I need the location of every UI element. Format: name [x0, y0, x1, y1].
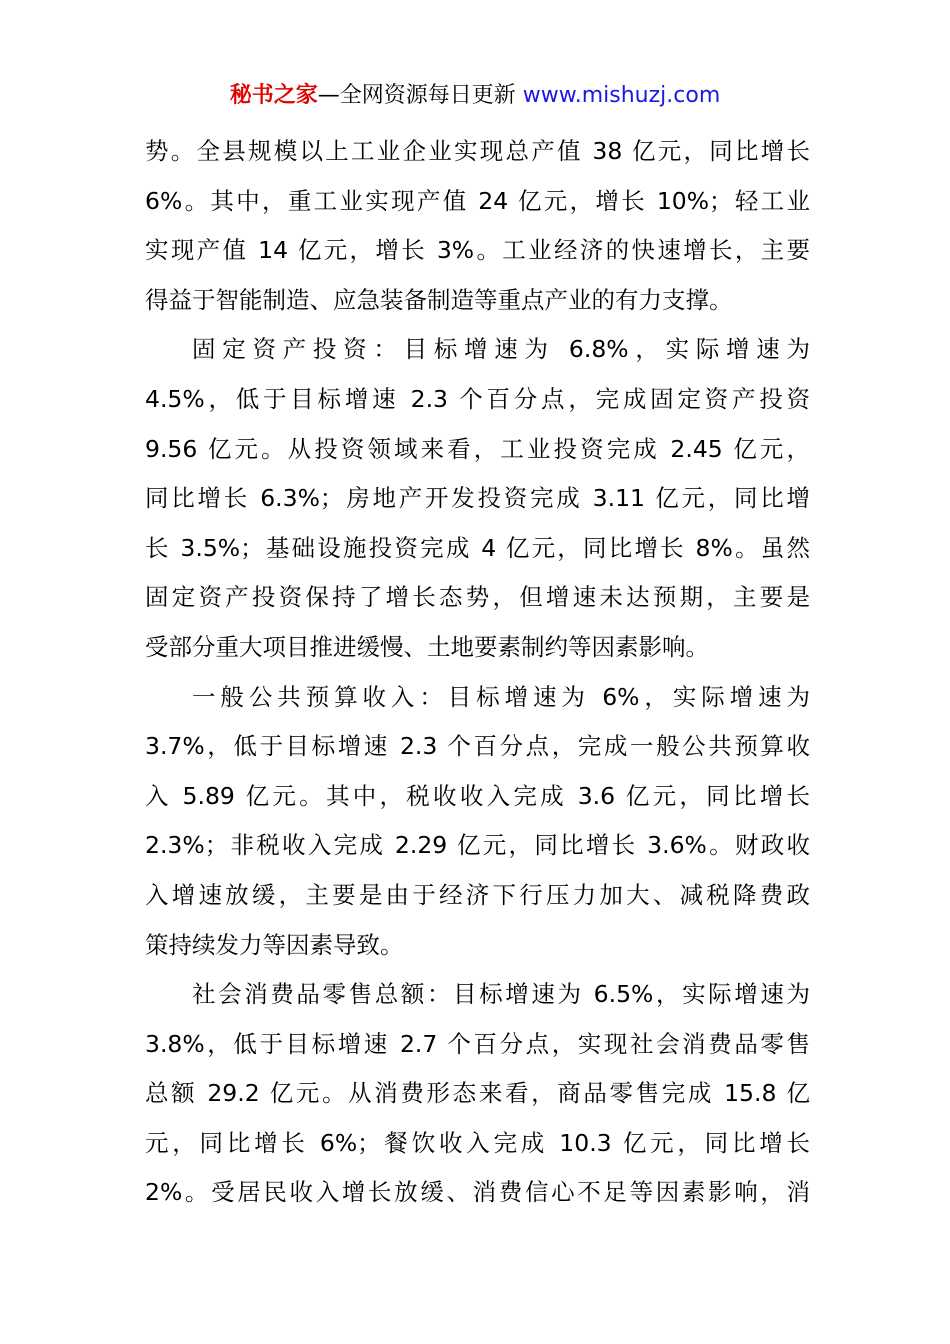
header-brand: 秘书之家 — [229, 83, 318, 108]
text-line: 2.3%；非税收入完成 2.29 亿元，同比增长 3.6%。财政收 — [145, 831, 810, 860]
text-line: 元，同比增长 6%；餐饮收入完成 10.3 亿元，同比增长 — [145, 1128, 810, 1157]
text-line: 同比增长 6.3%；房地产开发投资完成 3.11 亿元，同比增 — [145, 484, 810, 513]
text-line: 固定资产投资保持了增长态势，但增速未达预期，主要是 — [145, 583, 810, 612]
document-body — [145, 127, 810, 1218]
text-line: 总额 29.2 亿元。从消费形态来看，商品零售完成 15.8 亿 — [145, 1079, 810, 1108]
paragraph-end-line: 得益于智能制造、应急装备制造等重点产业的有力支撑。 — [145, 285, 733, 314]
header-tagline: —全网资源每日更新 — [317, 83, 516, 108]
text-line: 4.5%，低于目标增速 2.3 个百分点，完成固定资产投资 — [145, 384, 810, 413]
paragraph-start-line: 社会消费品零售总额：目标增速为 6.5%，实际增速为 — [192, 980, 810, 1009]
text-line: 入增速放缓，主要是由于经济下行压力加大、减税降费政 — [145, 880, 810, 909]
text-line: 长 3.5%；基础设施投资完成 4 亿元，同比增长 8%。虽然 — [145, 533, 810, 562]
text-line: 势。全县规模以上工业企业实现总产值 38 亿元，同比增长 — [145, 137, 810, 165]
paragraph-start-line: 一般公共预算收入：目标增速为 6%，实际增速为 — [192, 682, 810, 711]
text-line: 9.56 亿元。从投资领域来看，工业投资完成 2.45 亿元， — [145, 434, 810, 463]
text-line: 6%。其中，重工业实现产值 24 亿元，增长 10%；轻工业 — [145, 186, 810, 215]
header-url-link[interactable]: www.mishuzj.com — [522, 83, 721, 108]
text-line: 3.7%，低于目标增速 2.3 个百分点，完成一般公共预算收 — [145, 732, 810, 761]
paragraph-end-line: 受部分重大项目推进缓慢、土地要素制约等因素影响。 — [145, 632, 709, 661]
paragraph-end-line: 策持续发力等因素导致。 — [145, 930, 404, 959]
text-line: 2%。受居民收入增长放缓、消费信心不足等因素影响，消 — [145, 1178, 810, 1207]
text-line: 入 5.89 亿元。其中，税收收入完成 3.6 亿元，同比增长 — [145, 781, 810, 810]
paragraph-start-line: 固定资产投资：目标增速为 6.8%，实际增速为 — [192, 335, 810, 364]
text-line: 3.8%，低于目标增速 2.7 个百分点，实现社会消费品零售 — [145, 1029, 810, 1058]
page-header — [0, 80, 950, 112]
text-line: 实现产值 14 亿元，增长 3%。工业经济的快速增长，主要 — [145, 236, 810, 265]
